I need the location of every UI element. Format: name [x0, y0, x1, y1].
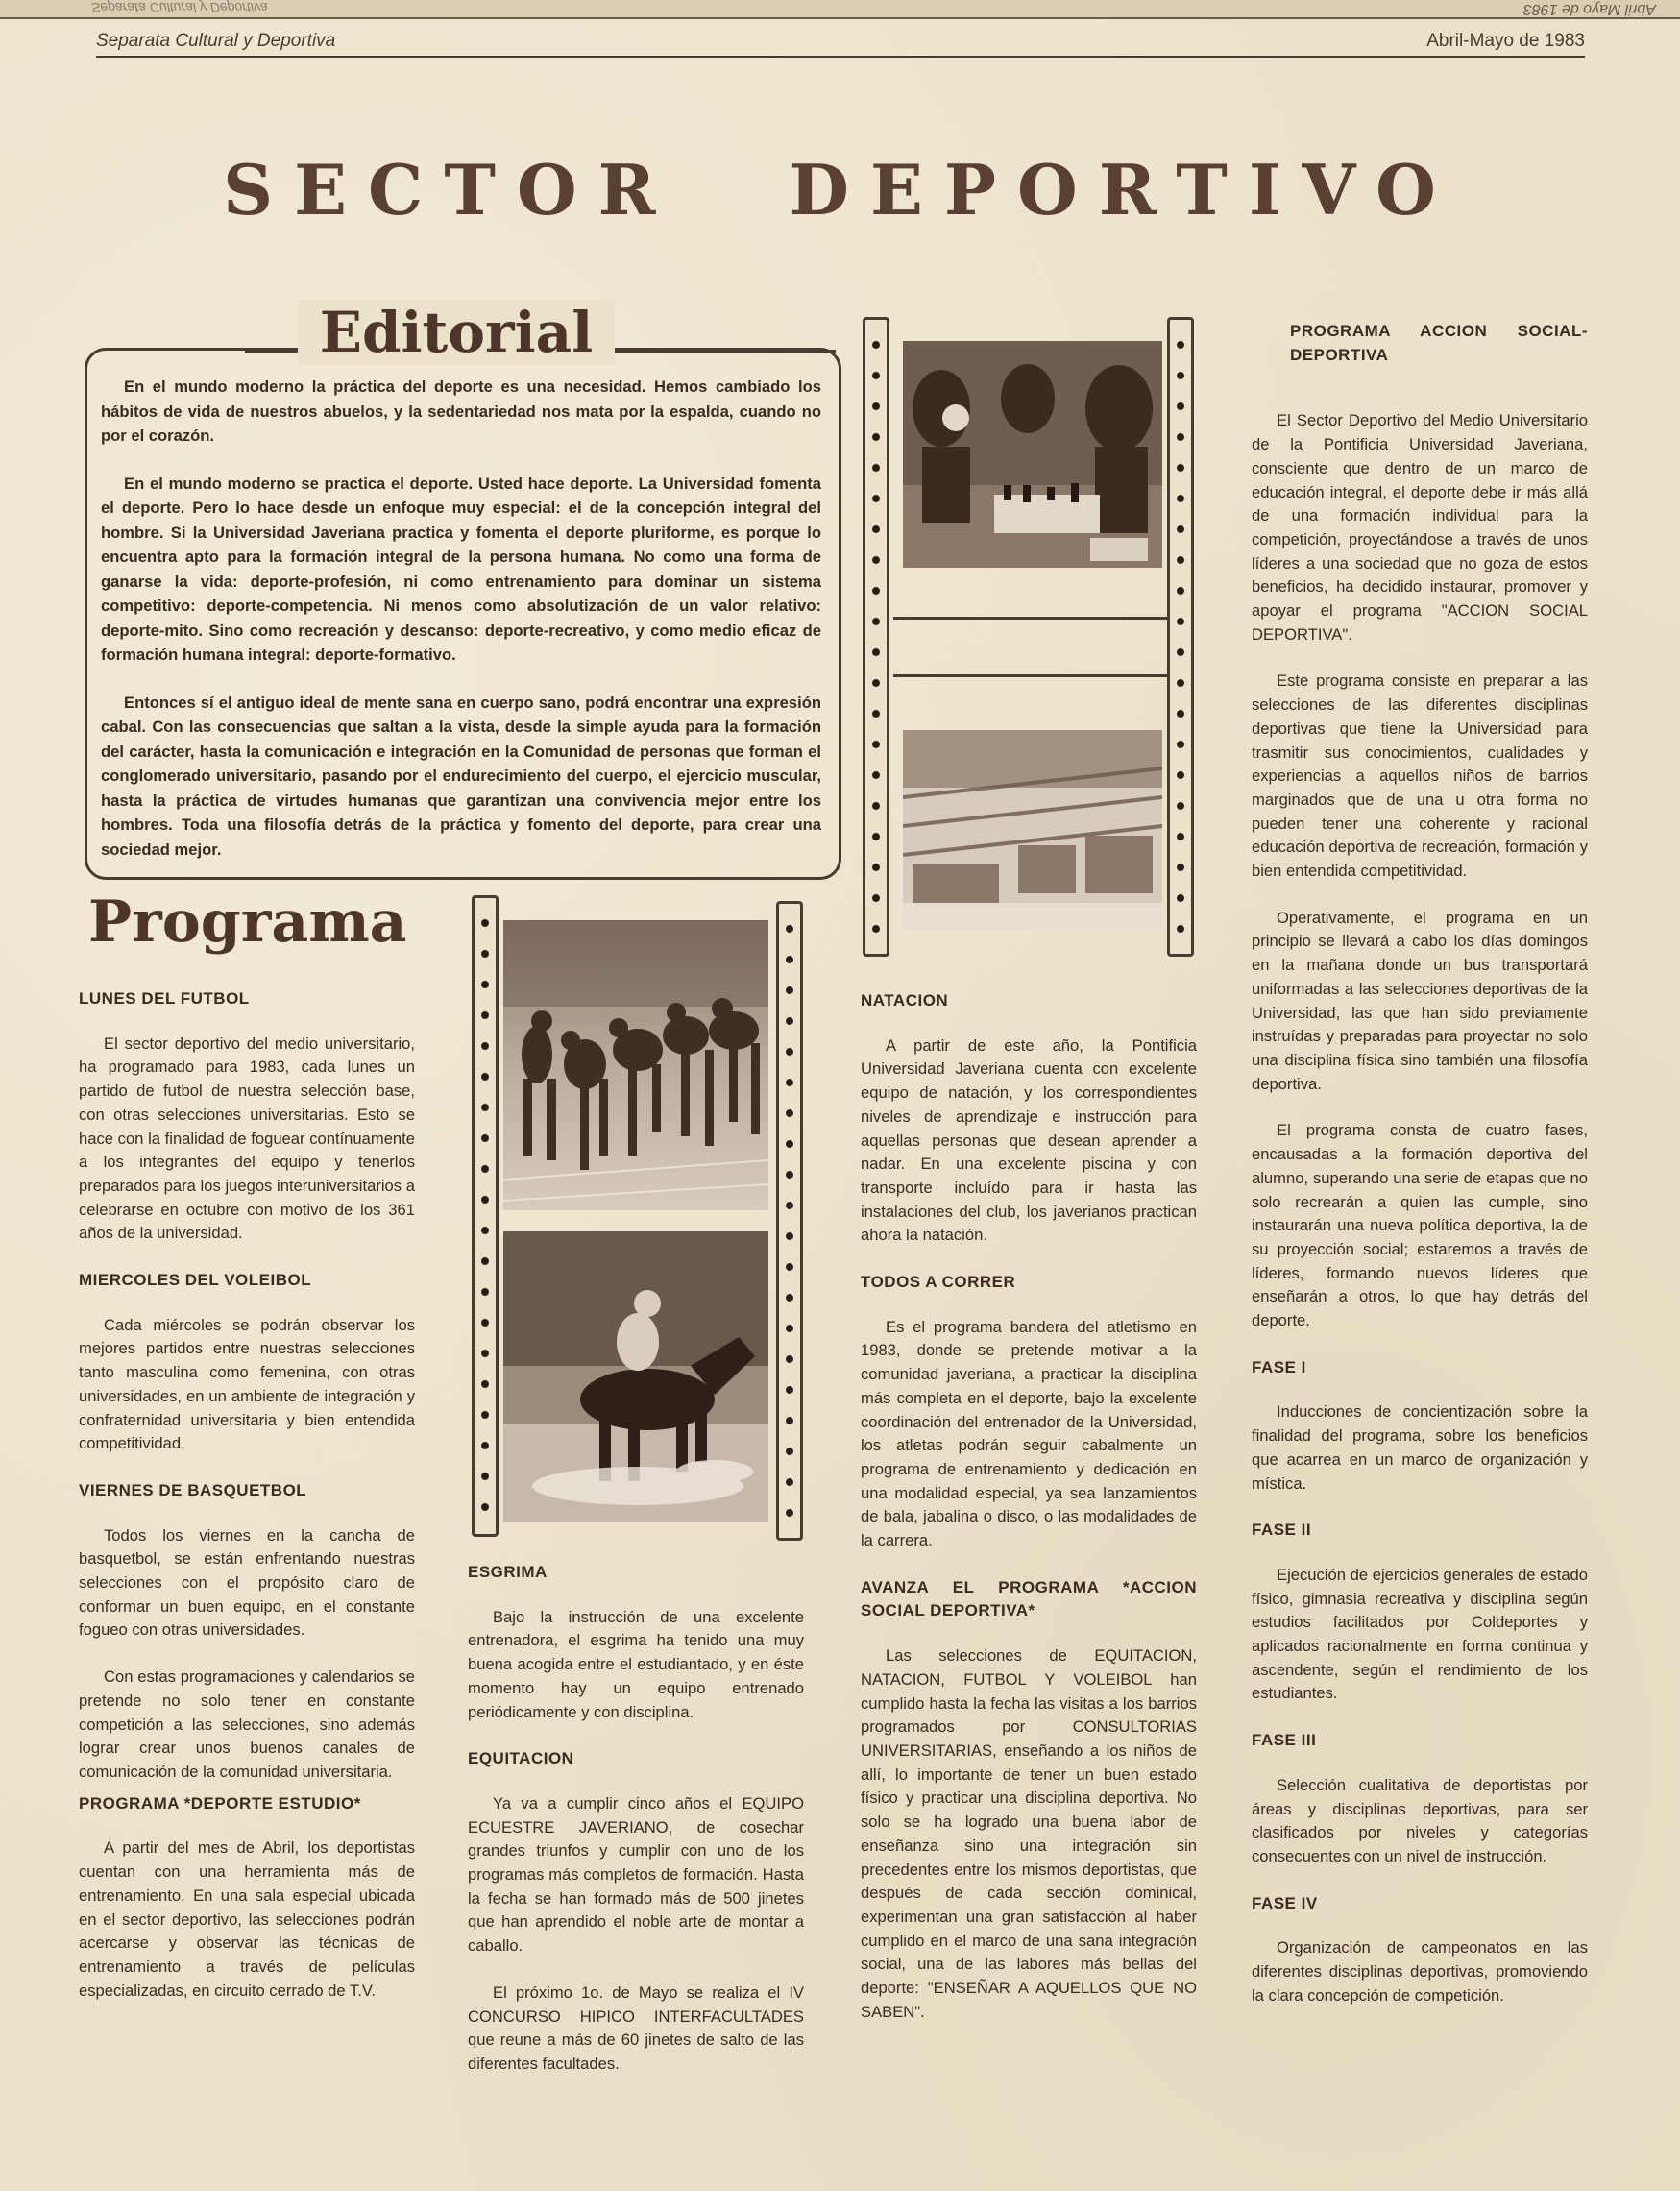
section-text: Bajo la instrucción de una excelente entrenadora, el esgrima ha tenido una muy buena acogida entre el estudiantado, y en éste momento hay un equipo entrenado periódicamente y con disciplina. [468, 1607, 804, 1721]
section-text: A partir de este año, la Pontificia Universidad Javeriana cuenta con excelente equipo de natación, y los correspondientes niveles de aprendizaje e instrucción para aquellas personas que desean aprender a nadar. En una excelente piscina y con transporte incluído para ir hasta las instalaciones del club, los javerianos practican ahora la natación. [861, 1035, 1197, 1245]
section-text: Selección cualitativa de deportistas por áreas y disciplinas deportivas, para ser clasificados por niveles y categorías consecuentes con un nivel de instrucción. [1252, 1775, 1588, 1865]
section-heading: VIERNES DE BASQUETBOL [79, 1480, 307, 1499]
section-heading: PROGRAMA ACCION SOCIAL-DEPORTIVA [1290, 322, 1588, 364]
section-text: El próximo 1o. de Mayo se realiza el IV CONCURSO HIPICO INTERFACULTADES que reune a más de 60 jinetes de salto de las diferentes facultades. [468, 1983, 804, 2073]
section-text: Ya va a cumplir cinco años el EQUIPO ECUESTRE JAVERIANO, de cosechar grandes triunfos y cumplir con uno de los programas más completos de formación. Hasta la fecha se han formado más de 500 jinetes que han aprendido el noble arte de montar a caballo. [468, 1793, 804, 1956]
section-text: Inducciones de concientización sobre la finalidad del programa, sobre los beneficios que acarrea en un marco de organización y mística. [1252, 1402, 1588, 1493]
mirrored-header-right: Abril Mayo de 1983 [1523, 1, 1656, 17]
section-text: Organización de campeonatos en las diferentes disciplinas deportivas, promoviendo la clara concepción de competición. [1252, 1938, 1588, 2005]
section-heading: FASE III [1252, 1731, 1317, 1750]
film-strip-right-edge [1167, 317, 1194, 957]
section-text: Este programa consiste en preparar a las selecciones de las diferentes disciplinas deportivas que tiene la Universidad para trasmitir sus conocimientos, cualidades y experiencias a aquellos niños de barrios marginados que de una u otra forma no pueden tener una coherente y racional educación deportiva de recreación, formación y bien entendida competitividad. [1252, 671, 1588, 881]
section-heading: FASE II [1252, 1521, 1312, 1540]
section-text: Cada miércoles se podrán observar los mejores partidos entre nuestras selecciones tanto masculina como femenina, con otras universidades, en un ambiente de integración y confraternidad universitaria y bien entendida competitividad. [79, 1315, 415, 1453]
section-text: El sector deportivo del medio universitario, ha programado para 1983, cada lunes un partido de futbol de nuestra selección base, con otras selecciones universitarias. Esto se hace con la finalidad de foguear contínuamente a los integrantes del equipo y tenerlos preparados para los juegos interuniversitarios a celebrarse en octubre con motivo de los 361 años de la universidad. [79, 1034, 415, 1243]
issue-date: Abril-Mayo de 1983 [1426, 31, 1585, 51]
section-text: Con estas programaciones y calendarios se pretende no solo tener en constante competición a las selecciones, sino además lograr crear unos buenos canales de comunicación de la comunidad universitaria. [79, 1668, 415, 1781]
equestrian-jump-photo [503, 1231, 768, 1522]
section-heading: MIERCOLES DEL VOLEIBOL [79, 1271, 312, 1290]
section-heading: AVANZA EL PROGRAMA *ACCION SOCIAL DEPORTIVA* [861, 1577, 1197, 1620]
chess-players-photo [903, 341, 1162, 568]
stadium-photo [903, 730, 1162, 930]
section-heading: PROGRAMA *DEPORTE ESTUDIO* [79, 1793, 361, 1813]
section-text: El Sector Deportivo del Medio Universitario de la Pontificia Universidad Javeriana, consciente que dentro de un marco de educación integral, el deporte debe ir más allá de una formación individual para la competición, proyectándose a través de unos líderes a una sociedad que no goza de estos beneficios, ha decidido instaurar, promover y apoyar el programa "ACCION SOCIAL DEPORTIVA". [1252, 411, 1588, 644]
section-text: Las selecciones de EQUITACION, NATACION, FUTBOL Y VOLEIBOL han cumplido hasta la fecha las visitas a los barrios programados por CONSULTORIAS UNIVERSITARIAS, enseñando a los niños de allí, lo importante de tener un buen estado físico y practicar una disciplina deportiva. No solo se ha logrado una buena labor de enseñanza sino una integración sin precedentes entre los mismos deportistas, que después de cada sección dominical, experimentan una gran satisfacción al haber cumplido en el marco de una sana integración social, una de las labores más bellas del deporte: "ENSEÑAR A AQUELLOS QUE NO SABEN". [861, 1646, 1197, 2021]
editorial-paragraph: En el mundo moderno la práctica del deporte es una necesidad. Hemos cambiado los hábitos de vida de nuestros abuelos, y la sedentariedad nos mata por la espalda, cuando no por el corazón. [101, 377, 821, 445]
film-strip-left-edge [863, 317, 889, 957]
film-divider [893, 674, 1169, 677]
programa-title: Programa [88, 889, 407, 956]
column-esgrima-equitacion [468, 1561, 804, 2077]
section-heading: NATACION [861, 991, 949, 1010]
editorial-body [101, 375, 821, 885]
section-heading: FASE I [1252, 1357, 1306, 1376]
mirrored-header-left: Separata Cultural y Deportiva [91, 0, 268, 15]
editorial-rule-right [596, 350, 836, 353]
publication-name: Separata Cultural y Deportiva [96, 31, 336, 51]
page-title: SECTOR DEPORTIVO [223, 149, 1457, 231]
editorial-paragraph: Entonces sí el antiguo ideal de mente sana en cuerpo sano, podrá encontrar una expresión cabal. Con las consecuencias que saltan a la vista, desde la simple ayuda para la formación del carácter, hasta la comunicación e integración en la Comunidad de personas que forman el conglomerado universitario, pasando por el endurecimiento del cuerpo, el ejercicio muscular, hasta la práctica de virtudes humanas que garantizan una convivencia mejor entre los hombres. Toda una filosofía detrás de la práctica y fomento del deporte, para crear una sociedad mejor. [101, 693, 821, 859]
editorial-title: Editorial [298, 300, 615, 365]
section-heading: LUNES DEL FUTBOL [79, 989, 250, 1008]
section-text: El programa consta de cuatro fases, encausadas a la formación deportiva del alumno, superando una serie de etapas que no solo recrearán a quien las cumple, sino instaurarán una nueva política deportiva, la de su proyección social; estaremos a través de líderes, formando nuevos líderes que enseñarán a otros, lo que hay detrás del deporte. [1252, 1121, 1588, 1330]
previous-page-strip [0, 0, 1680, 19]
editorial-rule-left [245, 350, 303, 353]
athletics-race-photo [503, 920, 768, 1210]
film-strip-left-edge [472, 895, 499, 1537]
film-strip-right-edge [776, 901, 803, 1541]
section-heading: FASE IV [1252, 1893, 1318, 1912]
editorial-paragraph: En el mundo moderno se practica el deporte. Usted hace deporte. La Universidad fomenta el deporte. Pero lo hace desde un enfoque muy especial: el de la concepción integral del hombre. Si la Universidad Javeriana practica y fomenta el deporte pluriforme, es porque lo encuentra apto para la formación integral de la persona humana. No como una forma de ganarse la vida: deporte-profesión, ni como entrenamiento para dominar un sistema competitivo: deporte-competencia. Ni menos como absolutización de un valor relativo: deporte-mito. Sino como recreación y descanso: deporte-recreativo, y como medio eficaz de formación humana integral: deporte-formativo. [101, 474, 821, 664]
section-heading: TODOS A CORRER [861, 1273, 1016, 1292]
column-accion-social [1252, 320, 1588, 2008]
section-heading: ESGRIMA [468, 1563, 548, 1581]
film-divider [893, 617, 1169, 620]
column-natacion-correr [861, 989, 1197, 2024]
section-text: A partir del mes de Abril, los deportistas cuentan con una herramienta más de entrenamiento. En una sala especial ubicada en el sector deportivo, las selecciones podrán acercarse y observar las técnicas de entrenamiento a través de películas especializadas, en circuito cerrado de T.V. [79, 1838, 415, 2000]
column-programa [79, 987, 415, 2003]
section-text: Operativamente, el programa en un principio se llevará a cabo los días domingos en la mañana donde un bus transportará uniformadas a las selecciones deportivas de la Universidad, las que han sido previamente instruídas y preparadas para proyectar no solo una disciplina física sino también una filosofía deportiva. [1252, 908, 1588, 1093]
page-header [96, 29, 1585, 58]
section-heading: EQUITACION [468, 1749, 574, 1768]
section-text: Es el programa bandera del atletismo en 1983, donde se pretende motivar a la comunidad javeriana, a practicar la disciplina más completa en el deporte, bajo la excelente coordinación del entrenador de la Universidad, los atletas podrán seguir cabalmente un programa de entrenamiento y dedicación en una modalidad especial, ya sea lanzamientos de bala, jabalina o disco, o las modalidades de la carrera. [861, 1317, 1197, 1550]
section-text: Ejecución de ejercicios generales de estado físico, gimnasia recreativa y disciplina según estudios facilitados por Coldeportes y aplicados racionalmente en forma continua y ascendente, según el rendimiento de los estudiantes. [1252, 1565, 1588, 1703]
section-text: Todos los viernes en la cancha de basquetbol, se están enfrentando nuestras selecciones con el propósito claro de conformar un buen equipo, en el constante fogueo con otras universidades. [79, 1525, 415, 1640]
